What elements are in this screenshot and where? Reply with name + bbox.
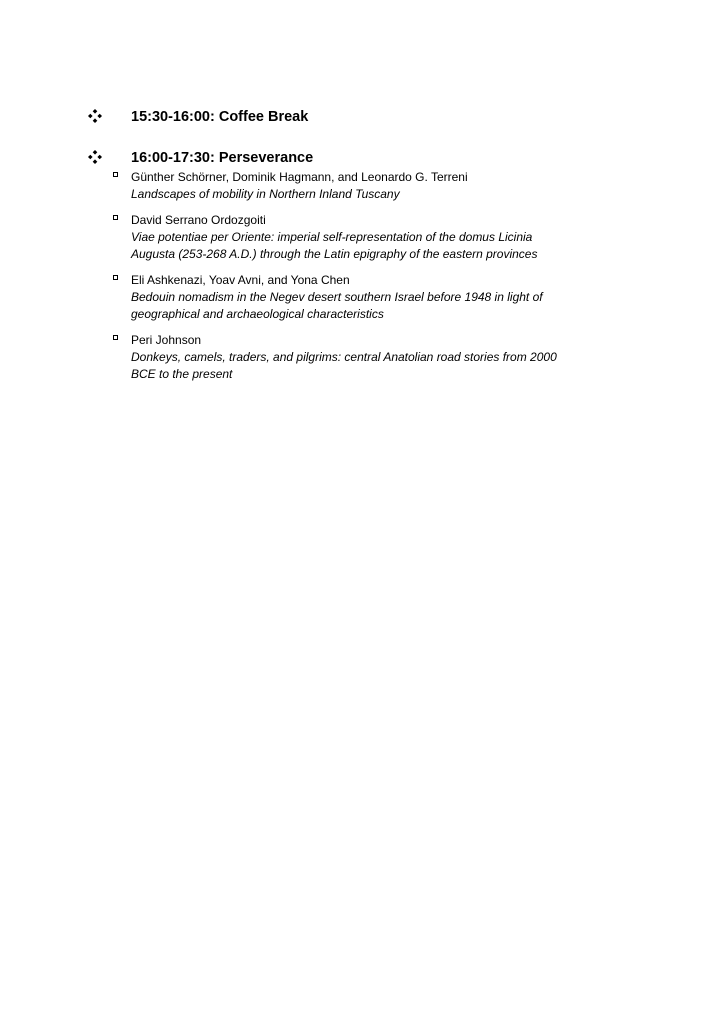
talk-title: Landscapes of mobility in Northern Inland Tuscany — [131, 187, 400, 201]
talk-authors: Günther Schörner, Dominik Hagmann, and Leonardo G. Terreni — [131, 170, 468, 184]
section-heading-row — [88, 108, 608, 128]
square-bullet-icon — [113, 215, 118, 220]
section-heading: 15:30-16:00: Coffee Break — [131, 109, 309, 125]
section-perseverance — [88, 149, 608, 392]
talk-title: Viae potentiae per Oriente: imperial self-representation of the domus Licinia Augusta (253-268 A.D.) through the Latin epigraphy of the eastern provinces — [131, 230, 538, 261]
talk-title: Bedouin nomadism in the Negev desert southern Israel before 1948 in light of geographical and archaeological characteristics — [131, 290, 543, 321]
square-bullet-icon — [113, 335, 118, 340]
list-item — [88, 212, 608, 263]
four-diamond-icon — [88, 150, 102, 164]
talk-authors: Peri Johnson — [131, 333, 202, 347]
section-heading: 16:00-17:30: Perseverance — [131, 150, 314, 166]
talk-title: Donkeys, camels, traders, and pilgrims: central Anatolian road stories from 2000 BCE to the present — [131, 350, 557, 381]
list-item — [88, 272, 608, 323]
section-heading-row — [88, 149, 608, 169]
talk-authors: David Serrano Ordozgoiti — [131, 213, 266, 227]
list-item — [88, 169, 608, 203]
section-coffee-break — [88, 108, 608, 128]
four-diamond-icon — [88, 109, 102, 123]
list-item — [88, 332, 608, 383]
square-bullet-icon — [113, 275, 118, 280]
square-bullet-icon — [113, 172, 118, 177]
talk-authors: Eli Ashkenazi, Yoav Avni, and Yona Chen — [131, 273, 350, 287]
talk-list — [88, 169, 608, 383]
